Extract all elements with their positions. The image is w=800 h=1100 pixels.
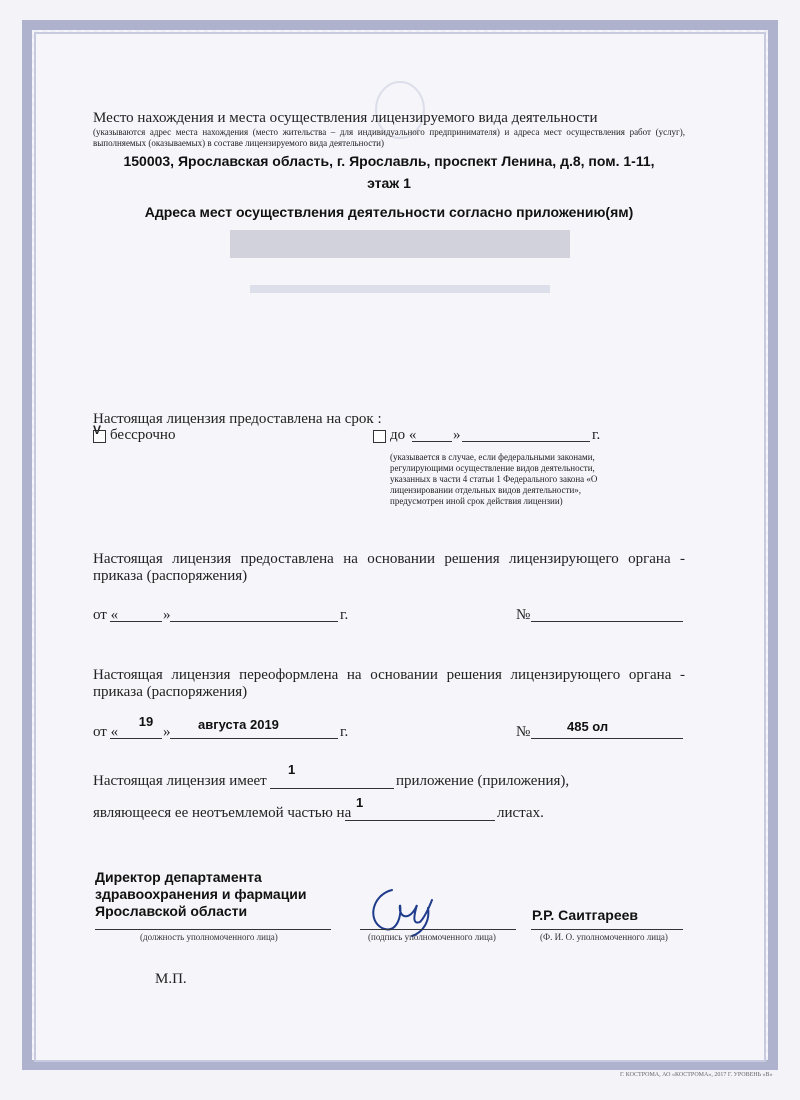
caption-signature: (подпись уполномоченного лица)	[368, 932, 496, 942]
until-date-line	[462, 441, 590, 442]
granted-date-line	[170, 621, 338, 622]
until-label: до «	[390, 427, 417, 443]
reissued-number-label: №	[516, 724, 531, 740]
location-note: (указываются адрес места нахождения (место жительства – для индивидуального предпринимателя) и адреса мест осуществления работ (услуг), выполняемых (оказываемых) в составе лицензируемого вида деятельности)	[93, 127, 685, 148]
appendix-count-line	[270, 788, 394, 789]
addresses-per-appendix: Адреса мест осуществления деятельности согласно приложению(ям)	[144, 204, 634, 220]
emblem-watermark	[210, 70, 590, 330]
granted-mid: »	[163, 607, 171, 623]
granted-number-line	[531, 621, 683, 622]
signature-image	[362, 880, 452, 940]
appendix-sheets-suffix: листах.	[497, 805, 544, 821]
reissued-number: 485 ол	[567, 719, 609, 734]
term-note: (указывается в случае, если федеральными законами, регулирующими осуществление видов деятельности, указанных в части 4 статьи 1 Федерального закона «О лицензировании отдельных видов деятельности», предусмотрен иной срок действия лицензии)	[390, 452, 598, 506]
appendix-suffix: приложение (приложения),	[396, 773, 570, 789]
reissued-day: 19	[138, 714, 154, 729]
appendix-count: 1	[288, 762, 296, 777]
appendix-has-label: Настоящая лицензия имеет	[93, 773, 267, 789]
reissued-date-line	[170, 738, 338, 739]
appendix-sheets-line	[345, 820, 495, 821]
granted-number-label: №	[516, 607, 531, 623]
granted-year-suffix: г.	[340, 607, 349, 623]
address-line-1: 150003, Ярославская область, г. Ярославль, проспект Ленина, д.8, пом. 1-11,	[123, 153, 655, 169]
position-line-1: Директор департамента	[95, 869, 262, 885]
position-line-3: Ярославской области	[95, 903, 248, 919]
until-mid: »	[453, 427, 461, 443]
reissued-mid: »	[163, 724, 171, 740]
until-checkbox[interactable]	[373, 430, 386, 443]
granted-day-line	[110, 621, 162, 622]
appendix-sheets: 1	[356, 795, 364, 810]
location-heading: Место нахождения и места осуществления лицензируемого вида деятельности	[93, 110, 598, 126]
appendix-integral-label: являющееся ее неотъемлемой частью на	[93, 805, 352, 821]
term-heading: Настоящая лицензия предоставлена на срок :	[93, 411, 382, 427]
signature-line	[360, 929, 516, 930]
caption-position: (должность уполномоченного лица)	[140, 932, 278, 942]
check-mark: V	[93, 423, 102, 437]
signer-name: Р.Р. Саитгареев	[532, 907, 639, 923]
caption-name: (Ф. И. О. уполномоченного лица)	[540, 932, 668, 942]
stamp-place: М.П.	[155, 971, 187, 987]
position-line-2: здравоохранения и фармации	[95, 886, 307, 902]
reissued-day-line	[110, 738, 162, 739]
until-year-suffix: г.	[592, 427, 601, 443]
printer-imprint: Г. КОСТРОМА, АО «КОСТРОМА», 2017 Г. УРОВЕНЬ «В»	[620, 1072, 773, 1078]
indefinite-label: бессрочно	[110, 427, 176, 443]
granted-heading: Настоящая лицензия предоставлена на основании решения лицензирующего органа - приказа (распоряжения)	[93, 551, 685, 584]
until-day-line	[412, 441, 452, 442]
name-line	[531, 929, 683, 930]
granted-from-label: от «	[93, 607, 119, 623]
reissued-year-suffix: г.	[340, 724, 349, 740]
reissued-month-year: августа 2019	[198, 717, 279, 732]
position-line	[95, 929, 331, 930]
reissued-number-line	[531, 738, 683, 739]
address-line-2: этаж 1	[367, 175, 411, 191]
reissued-from-label: от «	[93, 724, 119, 740]
reissued-heading: Настоящая лицензия переоформлена на основании решения лицензирующего органа - приказа (распоряжения)	[93, 667, 685, 700]
